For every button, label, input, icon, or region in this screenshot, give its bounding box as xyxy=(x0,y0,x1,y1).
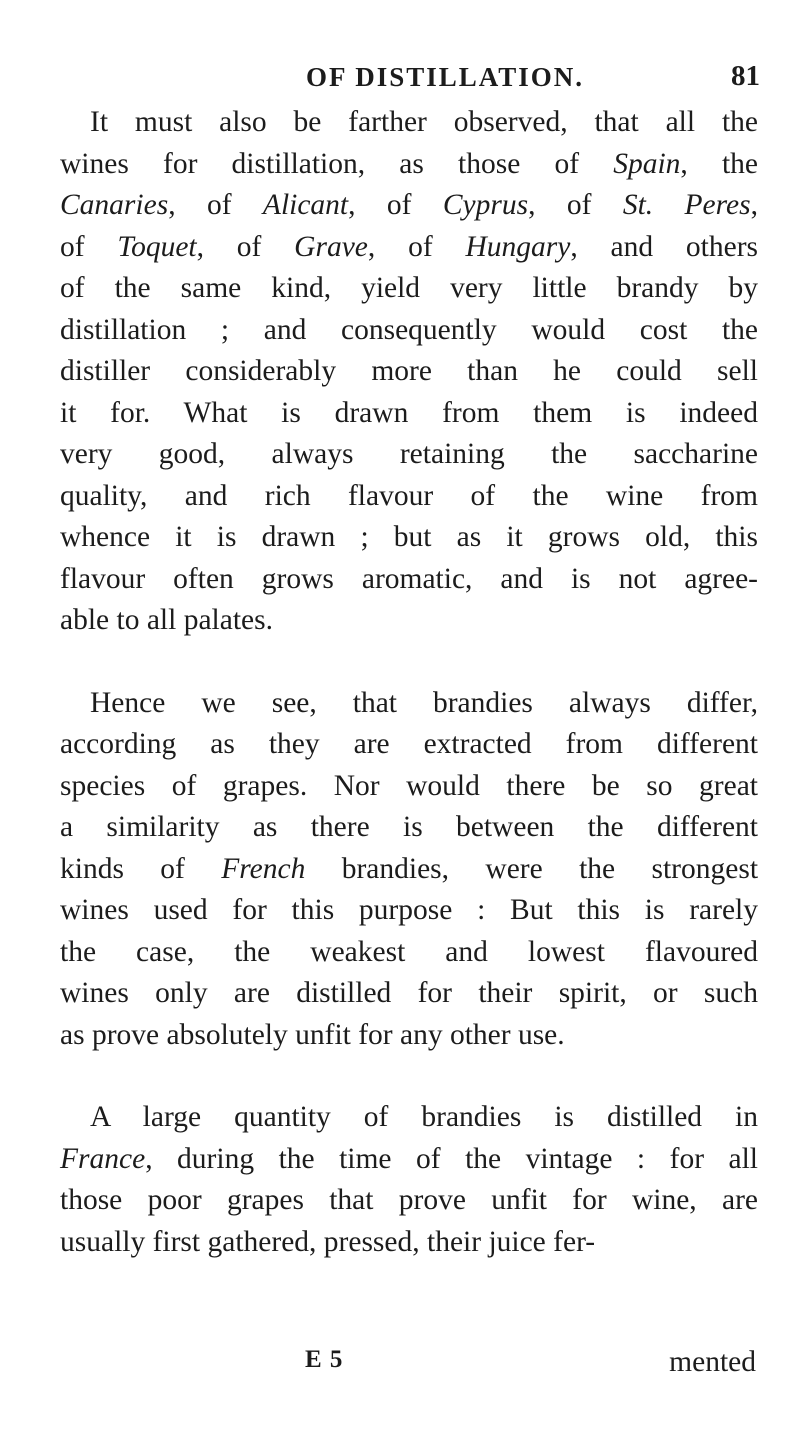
text-run: quality, and rich flavour of the wine from xyxy=(60,479,758,512)
text-line xyxy=(60,973,758,1015)
text-line xyxy=(60,890,758,932)
text-run: a similarity as there is between the different xyxy=(60,811,758,843)
text-line xyxy=(60,310,758,352)
body-text xyxy=(60,102,758,1263)
text-run: wines only are distilled for their spirit, or such xyxy=(60,977,758,1009)
text-line xyxy=(60,102,758,144)
text-line xyxy=(60,185,758,227)
text-run: A large quantity of brandies is distilled in xyxy=(90,1101,758,1133)
text-run: distiller considerably more than he could sell xyxy=(60,355,758,387)
text-run: species of grapes. Nor would there be so great xyxy=(60,769,758,802)
text-line xyxy=(60,766,758,808)
signature-mark: E 5 xyxy=(305,1346,344,1373)
text-line xyxy=(60,932,758,974)
text-line xyxy=(60,268,758,310)
italic-text: Spain xyxy=(613,147,681,180)
text-run: distillation ; and consequently would cost the xyxy=(60,313,758,346)
paragraph-gap xyxy=(60,642,758,683)
text-run: of the same kind, yield very little brandy by xyxy=(60,272,758,304)
text-line xyxy=(60,476,758,518)
text-line xyxy=(60,600,758,642)
text-line xyxy=(60,1180,758,1222)
text-run: wines used for this purpose : But this is rarely xyxy=(60,894,758,926)
text-run: , of xyxy=(168,189,263,221)
text-line xyxy=(60,807,758,849)
paragraph xyxy=(60,1097,758,1263)
italic-text: Cyprus xyxy=(442,189,529,221)
italic-text: Toquet xyxy=(117,230,197,263)
text-line xyxy=(60,1097,758,1139)
text-run: , of xyxy=(348,189,443,221)
italic-text: St. Peres xyxy=(622,189,751,221)
text-run: whence it is drawn ; but as it grows old, this xyxy=(60,521,758,553)
text-line xyxy=(60,227,758,269)
text-line xyxy=(60,849,758,891)
text-line xyxy=(60,434,758,476)
page-footer xyxy=(60,1346,758,1390)
paragraph xyxy=(60,683,758,1057)
text-run: very good, always retaining the saccharine xyxy=(60,438,758,470)
text-line xyxy=(60,1139,758,1181)
paragraph xyxy=(60,102,758,642)
text-line xyxy=(60,144,758,186)
text-line xyxy=(60,393,758,435)
text-run: the case, the weakest and lowest flavoured xyxy=(60,935,758,968)
italic-text: Grave xyxy=(294,230,368,263)
text-run: , xyxy=(750,189,758,221)
text-run: , and others xyxy=(570,230,758,263)
italic-text: France xyxy=(60,1142,146,1175)
text-line xyxy=(60,1015,758,1057)
text-line xyxy=(60,559,758,601)
text-run: wines for distillation, as those of xyxy=(60,147,614,180)
text-run: according as they are extracted from different xyxy=(60,728,758,760)
text-run: as prove absolutely unfit for any other use. xyxy=(60,1018,565,1051)
running-head xyxy=(60,50,760,100)
text-line xyxy=(60,351,758,393)
text-run: , of xyxy=(528,189,623,221)
catchword: mented xyxy=(669,1346,756,1378)
italic-text: Canaries xyxy=(60,189,169,221)
italic-text: Hungary xyxy=(465,230,571,263)
text-run: of xyxy=(60,230,118,263)
running-head-title: OF DISTILLATION. xyxy=(306,62,585,92)
text-line xyxy=(60,683,758,725)
text-run: those poor grapes that prove unfit for wine, are xyxy=(60,1184,758,1216)
page-number: 81 xyxy=(731,60,760,92)
text-run: usually first gathered, pressed, their juice fer- xyxy=(60,1225,596,1258)
italic-text: Alicant xyxy=(262,189,349,221)
text-run: , of xyxy=(196,230,295,263)
text-run: , the xyxy=(680,147,758,180)
text-run: , of xyxy=(367,230,466,263)
text-line xyxy=(60,724,758,766)
italic-text: French xyxy=(221,852,306,885)
text-run: Hence we see, that brandies always differ, xyxy=(90,686,758,719)
text-line xyxy=(60,517,758,559)
paragraph-gap xyxy=(60,1056,758,1097)
text-run: able to all palates. xyxy=(60,604,273,636)
text-line xyxy=(60,1222,758,1264)
text-run: brandies, were the strongest xyxy=(305,852,759,885)
text-run: , during the time of the vintage : for all xyxy=(145,1142,758,1175)
text-run: flavour often grows aromatic, and is not agree- xyxy=(60,562,758,595)
text-run: it for. What is drawn from them is indeed xyxy=(60,396,758,429)
text-run: kinds of xyxy=(60,852,222,885)
text-run: It must also be farther observed, that all the xyxy=(90,106,758,138)
